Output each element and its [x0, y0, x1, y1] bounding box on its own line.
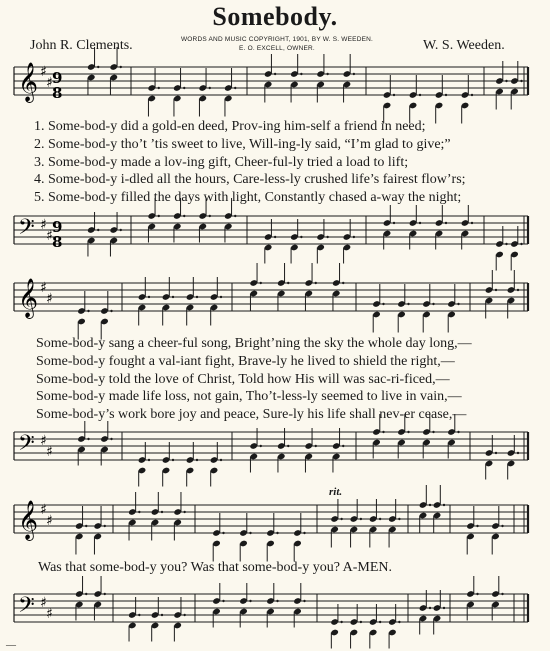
bass-clef-icon: 𝄢 [18, 215, 35, 245]
copyright-line-1: WORDS AND MUSIC COPYRIGHT, 1901, BY W. S. WEEDEN. [180, 36, 374, 43]
dot [220, 459, 222, 461]
bass-clef-icon: 𝄢 [18, 593, 35, 623]
dot [445, 94, 447, 96]
treble-clef-icon: 𝄞 [18, 278, 39, 318]
dot [138, 511, 140, 513]
dot [234, 87, 236, 89]
verse-line: 3. Some-bod-y made a lov-ing gift, Cheer-ful-ly tried a load to lift; [34, 154, 409, 170]
key-signature-sharp-icon: ♯ [46, 606, 53, 622]
dot [505, 80, 507, 82]
dot [476, 525, 478, 527]
dot [120, 66, 122, 68]
dot [342, 445, 344, 447]
dot [398, 518, 400, 520]
dot [220, 296, 222, 298]
dot [520, 80, 522, 82]
dot [407, 303, 409, 305]
dot [300, 73, 302, 75]
dot [148, 459, 150, 461]
key-signature-sharp-icon: ♯ [40, 64, 47, 80]
key-signature-sharp-icon: ♯ [40, 433, 47, 449]
dot [353, 73, 355, 75]
key-signature-sharp-icon: ♯ [46, 75, 53, 91]
dot [495, 289, 497, 291]
dot [97, 66, 99, 68]
dot [287, 445, 289, 447]
dot [303, 600, 305, 602]
dot [429, 607, 431, 609]
dot [161, 614, 163, 616]
svg-text:9: 9 [52, 218, 63, 236]
dot [158, 87, 160, 89]
dot [287, 282, 289, 284]
dot [120, 229, 122, 231]
dot [222, 532, 224, 534]
dot [340, 621, 342, 623]
key-signature-sharp-icon: ♯ [46, 291, 53, 307]
key-signature-sharp-icon: ♯ [46, 444, 53, 460]
svg-text:8: 8 [52, 84, 63, 102]
ritardando-mark: rit. [329, 486, 343, 498]
dot [419, 222, 421, 224]
verse-line: 5. Some-bod-y filled the days with light, Constantly chased a-way the night; [34, 190, 462, 206]
dot [315, 445, 317, 447]
verse-line: 4. Some-bod-y i-dled all the hours, Care-less-ly crushed life’s fairest flow’rs; [34, 172, 466, 188]
dot [97, 229, 99, 231]
verse-line: Some-bod-y fought a val-iant fight, Brave-ly he lived to shield the right,— [36, 353, 455, 369]
key-signature-sharp-icon: ♯ [40, 280, 47, 296]
dot [379, 621, 381, 623]
dot [276, 532, 278, 534]
dot [443, 607, 445, 609]
verses-part-2 [36, 335, 472, 424]
copyright-line-2: E. O. EXCELL, OWNER. [239, 45, 315, 52]
dot [260, 445, 262, 447]
dot [382, 431, 384, 433]
dot [340, 518, 342, 520]
dot [110, 310, 112, 312]
svg-text:9: 9 [52, 69, 63, 87]
page-title: Somebody. [212, 2, 338, 31]
dot [148, 296, 150, 298]
dot [209, 215, 211, 217]
dot [471, 94, 473, 96]
bass-clef-icon: 𝄢 [18, 431, 35, 461]
time-signature-lower [52, 218, 62, 251]
dot [379, 518, 381, 520]
dot [196, 296, 198, 298]
time-signature-upper [52, 69, 62, 102]
svg-text:8: 8 [52, 233, 63, 251]
verses-part-1 [34, 118, 466, 207]
dot [209, 87, 211, 89]
composer-credit: W. S. Weeden. [423, 38, 505, 53]
dot [419, 94, 421, 96]
dot [87, 310, 89, 312]
dot [161, 511, 163, 513]
dot [393, 94, 395, 96]
dot [457, 431, 459, 433]
key-signature-sharp-icon: ♯ [40, 595, 47, 611]
key-signature-sharp-icon: ♯ [46, 513, 53, 529]
verse-line: Some-bod-y made life loss, not gain, Tho’t-less-ly seemed to live in vain,— [36, 389, 462, 405]
dot [398, 621, 400, 623]
dot [445, 222, 447, 224]
dot [158, 215, 160, 217]
dot [429, 504, 431, 506]
dot [249, 600, 251, 602]
treble-clef-icon: 𝄞 [18, 62, 39, 102]
dot [303, 532, 305, 534]
verse-line: 1. Some-bod-y did a gold-en deed, Prov-ing him-self a friend in need; [34, 119, 426, 134]
verse-line: Some-bod-y told the love of Christ, Told how His will was sac-ri-ficed,— [36, 371, 450, 387]
key-signature-sharp-icon: ♯ [46, 228, 53, 244]
dot [249, 532, 251, 534]
dot [471, 222, 473, 224]
dot [517, 289, 519, 291]
dot [104, 525, 106, 527]
key-signature-sharp-icon: ♯ [40, 502, 47, 518]
dot [353, 236, 355, 238]
dot [222, 600, 224, 602]
dot [382, 303, 384, 305]
dot [85, 525, 87, 527]
dot [260, 282, 262, 284]
dot [443, 504, 445, 506]
dot [393, 222, 395, 224]
dot [85, 593, 87, 595]
dot [87, 438, 89, 440]
page-mark: — [6, 640, 16, 651]
dot [432, 431, 434, 433]
dot [457, 303, 459, 305]
dot [326, 236, 328, 238]
verse-line: Some-bod-y’s work bore joy and peace, Sure-ly his life shall nev-er cease,— [36, 407, 467, 423]
dot [172, 296, 174, 298]
dot [360, 621, 362, 623]
dot [505, 243, 507, 245]
key-signature-sharp-icon: ♯ [40, 217, 47, 233]
dot [315, 282, 317, 284]
refrain-line: Was that some-bod-y you? Was that some-bod-y you? A-MEN. [38, 560, 393, 575]
dot [196, 459, 198, 461]
dot [326, 73, 328, 75]
dot [342, 282, 344, 284]
dot [300, 236, 302, 238]
verse-line: 2. Some-bod-y tho’t ’tis sweet to live, Will-ing-ly said, “I’m glad to give;” [34, 136, 451, 152]
dot [517, 452, 519, 454]
dot [501, 593, 503, 595]
dot [274, 236, 276, 238]
dot [274, 73, 276, 75]
dot [183, 87, 185, 89]
dot [520, 243, 522, 245]
dot [360, 518, 362, 520]
dot [407, 431, 409, 433]
dot [183, 511, 185, 513]
lyricist-credit: John R. Clements. [30, 38, 133, 53]
dot [276, 600, 278, 602]
dot [104, 593, 106, 595]
dot [432, 303, 434, 305]
dot [183, 215, 185, 217]
verse-line: Some-bod-y sang a cheer-ful song, Bright’ning the sky the whole day long,— [36, 336, 472, 351]
dot [501, 525, 503, 527]
dot [110, 438, 112, 440]
dot [476, 593, 478, 595]
dot [138, 614, 140, 616]
dot [234, 215, 236, 217]
dot [172, 459, 174, 461]
dot [495, 452, 497, 454]
treble-clef-icon: 𝄞 [18, 500, 39, 540]
dot [183, 614, 185, 616]
